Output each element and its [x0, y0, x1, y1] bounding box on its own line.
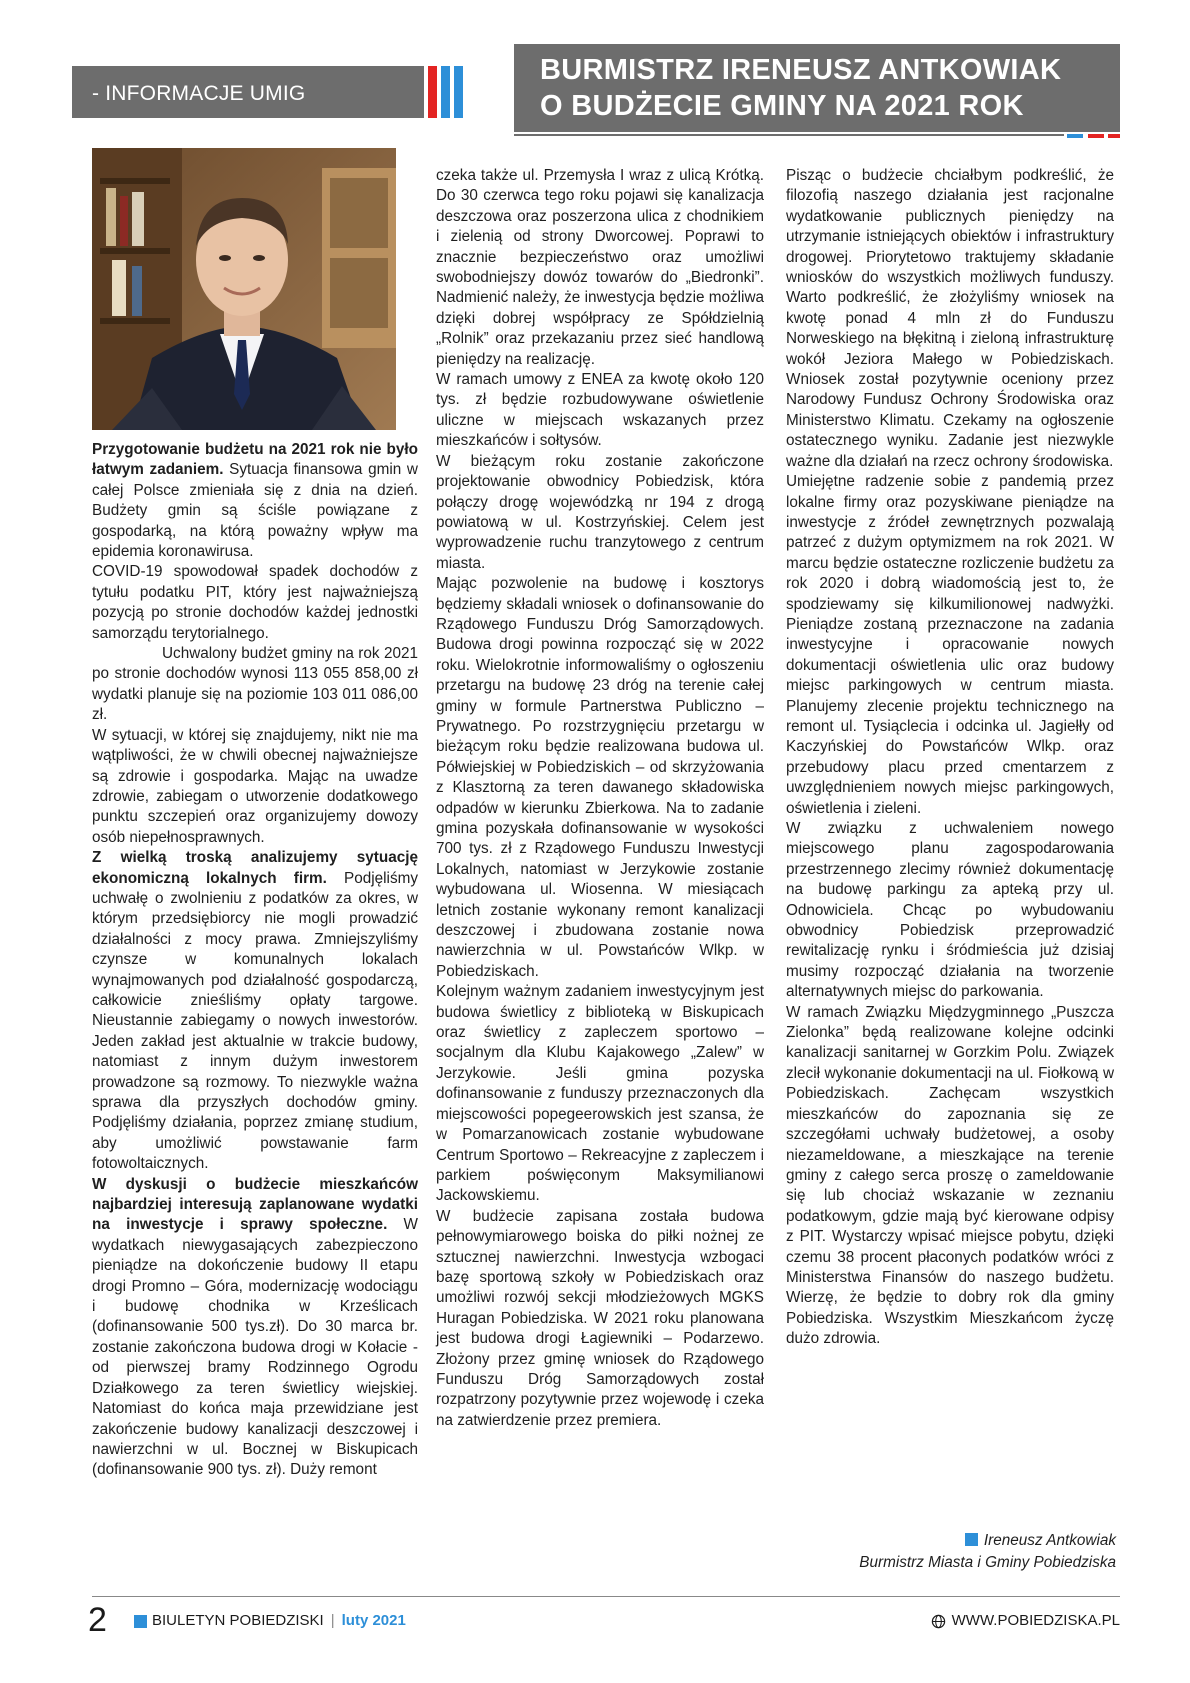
portrait-photo: [92, 148, 396, 430]
paragraph: czeka także ul. Przemysła I wraz z ulicą Krótką. Do 30 czerwca tego roku pojawi się kanalizacja deszczowa oraz poszerzona ulica z chodnikiem i zielenią od strony Dworcowej. Poprawi to znacznie bezpieczeństwo oraz umożliwi swobodniejszy dowóz towarów do „Biedronki”. Nadmienić należy, że inwestycja będzie możliwa dzięki dobrej współpracy ze Spółdzielnią „Rolnik” oraz przekazaniu przez sieć handlową pieniędzy na realizację.: [436, 167, 764, 368]
globe-icon: [931, 1614, 946, 1629]
article-headline: [540, 52, 1110, 124]
signature-square-icon: [965, 1533, 978, 1546]
accent-blue: [1067, 134, 1083, 138]
footer-separator: |: [330, 1612, 335, 1629]
publication-name: BIULETYN POBIEDZISKI: [152, 1612, 324, 1629]
footer-publication: [134, 1612, 406, 1630]
article-column-3: [786, 166, 1114, 1350]
paragraph: Mając pozwolenie na budowę i kosztorys będziemy składali wniosek o dofinansowanie do Rządowego Funduszu Dróg Samorządowych. Budowa drogi powinna rozpocząć się w 2022 roku. Wielokrotnie informowaliśmy o ogłoszeniu przetargu na budowę 23 dróg na terenie całej gminy w formule Partnerstwa Publiczno – Prywatnego. Po rozstrzygnięciu przetargu w bieżącym roku będzie realizowana budowa ul. Półwiejskiej w Pobiedziskich – od skrzyżowania z Klasztorną za teren dawanego składowiska odpadów w kierunku Zbierkowa. Na to zadanie gmina pozyskała dofinansowanie w wysokości 700 tys. zł z Rządowego Funduszu Inwestycji Lokalnych, natomiast w Jerzykowie zostanie wybudowana ul. Wiosenna. W miesiącach letnich zostanie wykonany remont kanalizacji deszczowej i zbudowana zostanie nowa nawierzchnia w ul. Powstańców Wlkp. w Pobiedziskach.: [436, 575, 764, 980]
website-link[interactable]: WWW.POBIEDZISKA.PL: [951, 1612, 1120, 1629]
flag-stripe-blue: [441, 66, 450, 118]
article-column-1: [92, 440, 418, 1481]
article-column-2: [436, 166, 764, 1431]
paragraph: Uchwalony budżet gminy na rok 2021 po stronie dochodów wynosi 113 055 858,00 zł wydatki planuje się na poziomie 103 011 086,00 zł.: [92, 645, 418, 724]
footer-rule: [92, 1596, 1120, 1597]
footer-website[interactable]: [931, 1612, 1120, 1630]
page-number: 2: [88, 1601, 107, 1639]
paragraph: [92, 1175, 418, 1481]
paragraph: W ramach umowy z ENEA za kwotę około 120 tys. zł będzie rozbudowywane oświetlenie uliczne w miejscach wskazanych przez mieszkańców i sołtysów.: [436, 371, 764, 450]
paragraph: Umiejętne radzenie sobie z pandemią przez lokalne firmy oraz pozyskiwane pieniądze na inwestycje z źródeł zewnętrznych pozwalają patrzeć z dużym optymizmem na rok 2021. W marcu będzie ostateczne rozliczenie budżetu za rok 2020 i dobrą wiadomością jest to, że spodziewamy się kilkumilionowej nadwyżki. Pieniądze zostaną przeznaczone na zadania inwestycyjne i opracowanie nowych dokumentacji oświetlenia ulic oraz budowy miejsc parkingowych w centrum miasta. Planujemy zlecenie projektu technicznego na remont ul. Tysiąclecia i odcinka ul. Jagiełły od Kaczyńskiej do Powstańców Wlkp. oraz przebudowy placu przed cmentarzem z uwzględnieniem nowych miejsc parkingowych, oświetlenia i zieleni.: [786, 473, 1114, 817]
paragraph-lead: W dyskusji o budżecie mieszkańców najbardziej interesują zaplanowane wydatki na inwestycje i sprawy społeczne.: [92, 1175, 418, 1234]
author-name: Ireneusz Antkowiak: [983, 1532, 1116, 1549]
accent-red: [1088, 134, 1104, 138]
headline-line-2: O BUDŻECIE GMINY NA 2021 ROK: [540, 90, 1024, 122]
section-label: - INFORMACJE UMIG: [92, 82, 306, 105]
paragraph-lead: Przygotowanie budżetu na 2021 rok nie było łatwym zadaniem.: [92, 441, 418, 479]
accent-red: [1108, 134, 1120, 138]
paragraph: W bieżącym roku zostanie zakończone projektowanie obwodnicy Pobiedzisk, która połączy drogę wojewódzką nr 194 z drogą powiatową w ul. Kostrzyńskiej. Celem jest wyprowadzenie ruchu tranzytowego z centrum miasta.: [436, 452, 764, 572]
paragraph-text: Podjęliśmy uchwałę o zwolnieniu z podatków za okres, w którym przedsiębiorcy nie mogli prowadzić działalności z mocy prawa. Zmniejszyliśmy czynsze w komunalnych lokalach wynajmowanych pod działalność gospodarczą, całkowicie znieśliśmy opłaty targowe. Nieustannie zabiegamy o nowych inwestorów. Jeden zakład jest aktualnie w trakcie budowy, natomiast z innym dużym inwestorem prowadzone są rozmowy. To niezwykle ważna sprawa dla przyszłych dochodów gminy. Podjęliśmy działania, poprzez zmianę studium, aby umożliwić powstawanie farm fotowoltaicznych.: [92, 869, 418, 1173]
headline-line-1: BURMISTRZ IRENEUSZ ANTKOWIAK: [540, 54, 1062, 86]
flag-stripe-red: [428, 66, 437, 118]
headline-rule: [514, 134, 1064, 136]
paragraph: [92, 440, 418, 562]
paragraph-text: Sytuacja finansowa gmin w całej Polsce zmieniała się z dnia na dzień. Budżety gmin są ściśle powiązane z gospodarką, na którą poważny wpływ ma epidemia koronawirusa.: [92, 461, 418, 561]
paragraph: W związku z uchwaleniem nowego miejscowego planu zagospodarowania przestrzennego zlecimy również dokumentację na budowę parkingu za apteką przy ul. Odnowiciela. Chcąc po wybudowaniu obwodnicy Pobiedzisk przeprowadzić rewitalizację rynku i śródmieścia już dzisiaj musimy rozpocząć działania na tworzenie alternatywnych miejsc do parkowania.: [786, 820, 1114, 1001]
paragraph: W budżecie zapisana została budowa pełnowymiarowego boiska do piłki nożnej ze sztucznej nawierzchni. Inwestycja wzbogaci bazę sportową szkoły w Pobiedziskach oraz umożliwi rozwój sekcji młodzieżowych MGKS Huragan Pobiedziska. W 2021 roku planowana jest budowa drogi Łagiewniki – Podarzewo. Złożony przez gminę wniosek do Rządowego Funduszu Dróg Samorządowych został rozpatrzony pozytywnie przez wojewodę i czeka na zatwierdzenie przez premiera.: [436, 1207, 764, 1429]
portrait-illustration: [92, 148, 396, 430]
paragraph-text: W wydatkach niewygasających zabezpieczono pieniądze na dokończenie budowy II etapu drogi Promno – Góra, modernizację wodociągu i budowę chodnika w Krześlicach (dofinansowanie 500 tys.zł). Do 30 marca br. zostanie zakończona budowa drogi w Kołacie - od pierwszej bramy Rodzinnego Ogrodu Działkowego za teren świetlicy wiejskiej. Natomiast do końca maja przewidziane jest zakończenie budowy kanalizacji deszczowej i nawierzchni w ul. Bocznej w Biskupicach (dofinansowanie 900 tys. zł). Duży remont: [92, 1216, 418, 1479]
paragraph: COVID-19 spowodował spadek dochodów z tytułu podatku PIT, który jest najważniejszą pozycją po stronie dochodów każdej jednostki samorządu terytorialnego.: [92, 563, 418, 642]
publication-month: luty 2021: [341, 1612, 406, 1629]
paragraph: Pisząc o budżecie chciałbym podkreślić, że filozofią naszego działania jest racjonalne wydatkowanie publicznych pieniędzy na utrzymanie istniejących obiektów i infrastruktury drogowej. Priorytetowo traktujemy składanie wniosków do wszystkich możliwych funduszy. Warto podkreślić, że złożyliśmy wniosek na kwotę ponad 4 mln zł do Funduszu Norweskiego na błękitną i zieloną infrastrukturę wokół Jeziora Małego w Pobiedziskach. Wniosek został pozytywnie oceniony przez Narodowy Fundusz Ochrony Środowiska oraz Ministerstwo Klimatu. Czekamy na ogłoszenie ostatecznego wyniku. Zadanie jest niezwykle ważne dla działań na rzecz ochrony środowiska.: [786, 167, 1114, 470]
paragraph: W ramach Związku Międzygminnego „Puszcza Zielonka” będą realizowane kolejne odcinki kanalizacji sanitarnej w Gorzkim Polu. Związek zlecił wykonanie dokumentacji na ul. Fiołkową w Pobiedziskach. Zachęcam wszystkich mieszkańców do zapoznania się ze szczegółami uchwały budżetowej, a osoby niezameldowane, a mieszkające na terenie gminy z całego serca proszę o zameldowanie się lub chociaż wskazanie w zeznaniu podatkowym, gdzie mają być kierowane odpisy z PIT. Wystarczy wpisać miejsce pobytu, dzięki czemu 38 procent płaconych podatków wróci z Ministerstwa Finansów do naszego budżetu. Wierzę, że będzie to dobry rok dla gminy Pobiedziska. Wszystkim Mieszkańcom życzę dużo zdrowia.: [786, 1003, 1114, 1348]
flag-stripe-blue: [454, 66, 463, 118]
paragraph: Kolejnym ważnym zadaniem inwestycyjnym jest budowa świetlicy z biblioteką w Biskupicach oraz świetlicy z zapleczem sportowo – socjalnym dla Klubu Kajakowego „Zalew” w Jerzykowie. Jeśli gmina pozyska dofinansowanie z funduszy przeznaczonych dla miejscowości popegeerowskich jest szansa, że w Pomarzanowicach zostanie wybudowane Centrum Sportowo – Rekreacyjne z zapleczem i parkiem poświęconym Maksymilianowi Jackowskiemu.: [436, 983, 764, 1205]
paragraph: W sytuacji, w której się znajdujemy, nikt nie ma wątpliwości, że w chwili obecnej najważniejsze są zdrowie i gospodarka. Mając na uwadze zdrowie, zabiegam o utworzenie dodatkowego punktu szczepień oraz organizujemy dowozy osób niepełnosprawnych.: [92, 726, 418, 846]
paragraph-lead: Z wielką troską analizujemy sytuację ekonomiczną lokalnych firm.: [92, 849, 418, 887]
author-signature: [786, 1530, 1116, 1574]
publication-square-icon: [134, 1615, 147, 1628]
author-role: Burmistrz Miasta i Gminy Pobiedziska: [859, 1554, 1116, 1571]
paragraph: [92, 848, 418, 1175]
